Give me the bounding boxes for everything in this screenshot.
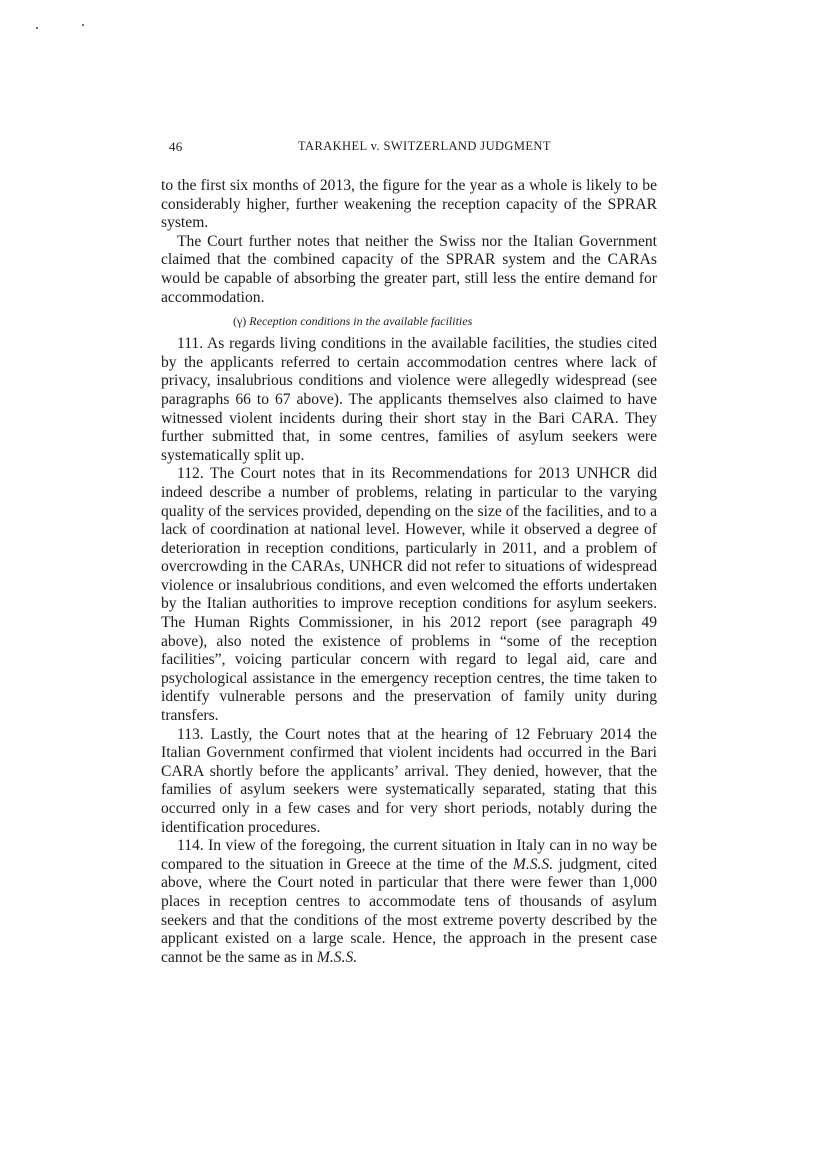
paragraph-number: 112. xyxy=(177,465,204,483)
scan-specks xyxy=(36,24,96,30)
paragraph-number: 113. xyxy=(177,725,204,743)
paragraph-number: 111. xyxy=(177,335,204,353)
paragraph-text: Lastly, the Court notes that at the hearing of 12 February 2014 the Italian Government confirmed that violent incidents had occurred in the Bari CARA shortly before the applicants’ arrival. They denied, however, that the families of asylum seekers were systematically separated, stating that this occurred only in a few cases and for very short periods, notably during the identification procedures. xyxy=(161,725,657,836)
subheading-marker: (γ) xyxy=(233,314,247,329)
paragraph-113 xyxy=(161,726,657,838)
running-head: TARAKHEL v. SWITZERLAND JUDGMENT xyxy=(298,139,551,153)
paragraph-number: 114. xyxy=(177,837,204,855)
case-name-citation: M.S.S. xyxy=(512,855,554,873)
paragraph-114 xyxy=(161,837,657,967)
subheading-text: Reception conditions in the available facilities xyxy=(249,314,473,329)
paragraph-text: In view of the foregoing, the current situation in Italy can in no way be compared to the situation in Greece at the time of the xyxy=(161,837,657,873)
paragraph-text: judgment, cited above, where the Court noted in particular that there were fewer than 1,000 places in reception centres to accommodate tens of thousands of asylum seekers and that the conditions of the most extreme poverty described by the applicant existed on a large scale. Hence, the approach in the present case cannot be the same as in xyxy=(161,855,657,966)
page-number: 46 xyxy=(169,139,183,154)
case-name-citation: M.S.S. xyxy=(316,948,358,966)
section-subheading xyxy=(233,313,657,329)
scan-speck xyxy=(82,24,84,26)
paragraph-text: The Court notes that in its Recommendations for 2013 UNHCR did indeed describe a number of problems, relating in particular to the varying quality of the services provided, depending on the size of the facilities, and to a lack of coordination at national level. However, while it observed a degree of deterioration in reception conditions, particularly in 2011, and a problem of overcrowding in the CARAs, UNHCR did not refer to situations of widespread violence or insalubrious conditions, and even welcomed the efforts undertaken by the Italian authorities to improve reception conditions for asylum seekers. The Human Rights Commissioner, in his 2012 report (see paragraph 49 above), also noted the existence of problems in “some of the reception facilities”, voicing particular concern with regard to legal aid, care and psychological assistance in the emergency reception centres, the time taken to identify vulnerable persons and the preservation of family unity during transfers. xyxy=(161,465,657,725)
paragraph-111 xyxy=(161,335,657,465)
paragraph-court-further-notes: The Court further notes that neither the Swiss nor the Italian Government claimed that the combined capacity of the SPRAR system and the CARAs would be capable of absorbing the greater part, still less the entire demand for accommodation. xyxy=(161,232,657,306)
paragraph-continuation: to the first six months of 2013, the figure for the year as a whole is likely to be considerably higher, further weakening the reception capacity of the SPRAR system. xyxy=(161,177,657,232)
judgment-body xyxy=(161,177,657,967)
scan-speck xyxy=(36,27,38,29)
paragraph-112 xyxy=(161,465,657,725)
paragraph-text: As regards living conditions in the available facilities, the studies cited by the applicants referred to certain accommodation centres where lack of privacy, insalubrious conditions and violence were allegedly widespread (see paragraphs 66 to 67 above). The applicants themselves also claimed to have witnessed violent incidents during their short stay in the Bari CARA. They further submitted that, in some centres, families of asylum seekers were systematically split up. xyxy=(161,335,657,464)
